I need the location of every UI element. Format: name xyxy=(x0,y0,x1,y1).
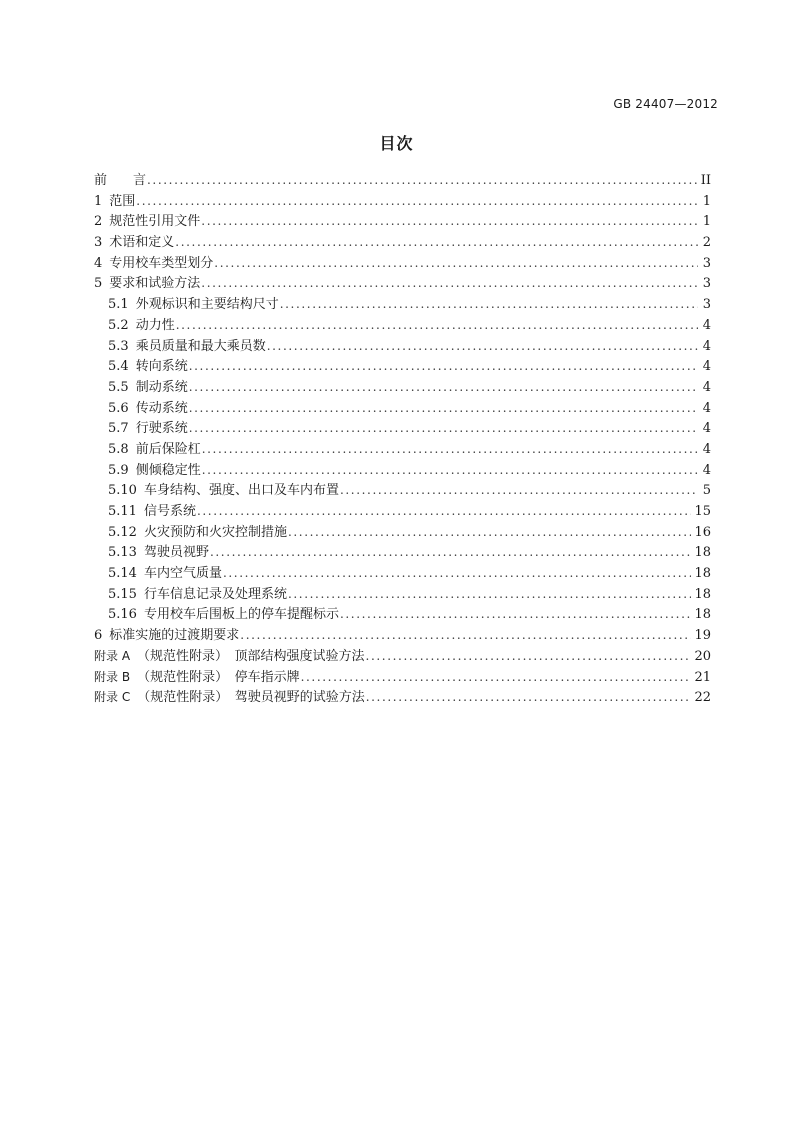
table-of-contents xyxy=(94,170,711,708)
toc-entry-label: （规范性附录） 停车指示牌 xyxy=(137,669,300,685)
toc-entry-page: 4 xyxy=(702,421,711,437)
toc-entry-number: 5.3 xyxy=(108,338,129,354)
toc-entry-label: 驾驶员视野 xyxy=(143,545,209,561)
toc-leader-dots xyxy=(189,398,698,419)
toc-leader-dots xyxy=(189,418,698,439)
toc-leader-dots xyxy=(175,232,698,253)
toc-entry-5-10[interactable] xyxy=(94,480,711,501)
toc-entry-number: 1 xyxy=(94,193,103,209)
toc-entry-number: 5.13 xyxy=(108,545,137,561)
toc-entry-5-9[interactable] xyxy=(94,460,711,481)
toc-entry-label: 行车信息记录及处理系统 xyxy=(143,586,287,602)
toc-entry-5-11[interactable] xyxy=(94,501,711,522)
toc-entry-5-4[interactable] xyxy=(94,356,711,377)
toc-entry-number: 5.9 xyxy=(108,462,129,478)
toc-entry-number: 2 xyxy=(94,214,103,230)
toc-entry-page: 4 xyxy=(702,400,711,416)
toc-entry-label: 传动系统 xyxy=(135,400,188,416)
toc-leader-dots xyxy=(210,542,691,563)
toc-entry-5-3[interactable] xyxy=(94,336,711,357)
toc-entry-label: 标准实施的过渡期要求 xyxy=(109,628,240,644)
toc-entry-page: 18 xyxy=(694,545,711,561)
toc-entry-5-13[interactable] xyxy=(94,542,711,563)
toc-entry-5-1[interactable] xyxy=(94,294,711,315)
toc-entry-number: 附录 B xyxy=(94,669,131,684)
toc-entry-page: 4 xyxy=(702,379,711,395)
toc-entry-5-6[interactable] xyxy=(94,398,711,419)
toc-entry-number: 5.2 xyxy=(108,317,129,333)
toc-entry-number: 5.5 xyxy=(108,379,129,395)
toc-entry-number: 附录 A xyxy=(94,648,131,663)
toc-leader-dots xyxy=(136,191,698,212)
toc-leader-dots xyxy=(267,336,698,357)
toc-entry-number: 5.8 xyxy=(108,441,129,457)
toc-entry-label: （规范性附录） 顶部结构强度试验方法 xyxy=(137,648,365,664)
toc-entry-number: 附录 C xyxy=(94,690,131,705)
toc-entry-annex-c[interactable] xyxy=(94,687,711,708)
toc-entry-label: （规范性附录） 驾驶员视野的试验方法 xyxy=(137,690,365,706)
toc-entry-5-12[interactable] xyxy=(94,522,711,543)
toc-entry-number: 5.4 xyxy=(108,359,129,375)
toc-entry-label: 前后保险杠 xyxy=(135,441,201,457)
toc-entry-2[interactable] xyxy=(94,211,711,232)
toc-leader-dots xyxy=(176,315,698,336)
toc-entry-page: 18 xyxy=(694,586,711,602)
toc-entry-label: 侧倾稳定性 xyxy=(135,462,201,478)
toc-entry-foreword[interactable] xyxy=(94,170,711,191)
toc-entry-number: 5.11 xyxy=(108,504,137,519)
toc-entry-number: 5.16 xyxy=(108,607,137,623)
toc-entry-page: 20 xyxy=(694,648,711,664)
toc-leader-dots xyxy=(201,273,698,294)
toc-leader-dots xyxy=(214,253,698,274)
toc-entry-number: 4 xyxy=(94,255,103,271)
toc-leader-dots xyxy=(240,625,691,646)
toc-leader-dots xyxy=(223,563,691,584)
toc-entry-label: 转向系统 xyxy=(135,359,188,375)
toc-entry-page: 21 xyxy=(694,669,711,685)
toc-leader-dots xyxy=(288,584,691,605)
toc-entry-number: 5.12 xyxy=(108,524,137,540)
toc-entry-number: 5.14 xyxy=(108,566,137,582)
toc-entry-5-14[interactable] xyxy=(94,563,711,584)
toc-entry-page: II xyxy=(700,173,711,188)
toc-entry-label: 要求和试验方法 xyxy=(109,276,201,292)
toc-entry-page: 1 xyxy=(702,193,711,209)
toc-entry-label: 车身结构、强度、出口及车内布置 xyxy=(143,483,339,499)
toc-entry-page: 18 xyxy=(694,607,711,623)
toc-entry-label: 行驶系统 xyxy=(135,421,188,437)
toc-entry-5-15[interactable] xyxy=(94,584,711,605)
toc-leader-dots xyxy=(340,604,691,625)
toc-entry-label: 规范性引用文件 xyxy=(109,214,201,230)
toc-entry-5-5[interactable] xyxy=(94,377,711,398)
toc-entry-page: 4 xyxy=(702,359,711,375)
toc-entry-page: 5 xyxy=(702,483,711,499)
toc-leader-dots xyxy=(189,377,698,398)
toc-entry-page: 2 xyxy=(702,235,711,251)
toc-entry-page: 3 xyxy=(702,297,711,313)
toc-entry-label: 车内空气质量 xyxy=(143,566,222,582)
toc-entry-number: 5.1 xyxy=(108,297,129,313)
toc-entry-label: 外观标识和主要结构尺寸 xyxy=(135,297,279,313)
toc-entry-page: 15 xyxy=(694,504,711,519)
toc-entry-label: 信号系统 xyxy=(143,504,196,519)
toc-entry-page: 4 xyxy=(702,462,711,478)
toc-entry-number: 6 xyxy=(94,628,103,644)
toc-leader-dots xyxy=(366,687,692,708)
toc-entry-page: 3 xyxy=(702,255,711,271)
toc-leader-dots xyxy=(288,522,691,543)
toc-entry-5[interactable] xyxy=(94,273,711,294)
toc-entry-page: 18 xyxy=(694,566,711,582)
toc-entry-page: 4 xyxy=(702,441,711,457)
toc-entry-page: 4 xyxy=(702,317,711,333)
toc-entry-page: 1 xyxy=(702,214,711,230)
toc-leader-dots xyxy=(202,460,698,481)
toc-entry-label: 制动系统 xyxy=(135,379,188,395)
toc-entry-page: 19 xyxy=(694,628,711,644)
toc-entry-number: 5.15 xyxy=(108,586,137,602)
toc-entry-number: 5.7 xyxy=(108,421,129,437)
toc-entry-page: 3 xyxy=(702,276,711,292)
toc-entry-label: 乘员质量和最大乘员数 xyxy=(135,338,266,354)
toc-entry-page: 4 xyxy=(702,338,711,354)
toc-entry-page: 22 xyxy=(694,690,711,706)
toc-entry-label: 术语和定义 xyxy=(109,235,175,251)
toc-entry-annex-b[interactable] xyxy=(94,667,711,688)
toc-entry-annex-a[interactable] xyxy=(94,646,711,667)
toc-entry-number: 5 xyxy=(94,276,103,292)
toc-leader-dots xyxy=(202,439,698,460)
toc-entry-5-7[interactable] xyxy=(94,418,711,439)
toc-leader-dots xyxy=(189,356,698,377)
toc-leader-dots xyxy=(280,294,698,315)
toc-entry-label: 前 言 xyxy=(94,173,147,188)
toc-entry-page: 16 xyxy=(694,524,711,540)
toc-entry-1[interactable] xyxy=(94,191,711,212)
toc-leader-dots xyxy=(366,646,692,667)
toc-leader-dots xyxy=(201,211,698,232)
toc-entry-number: 5.6 xyxy=(108,400,129,416)
toc-entry-label: 火灾预防和火灾控制措施 xyxy=(143,524,287,540)
toc-entry-5-16[interactable] xyxy=(94,604,711,625)
toc-entry-number: 3 xyxy=(94,235,103,251)
toc-title: 目次 xyxy=(379,134,414,153)
toc-entry-6[interactable] xyxy=(94,625,711,646)
toc-entry-number: 5.10 xyxy=(108,483,137,499)
toc-leader-dots xyxy=(197,501,691,522)
toc-entry-label: 专用校车类型划分 xyxy=(109,255,214,271)
toc-entry-label: 范围 xyxy=(109,193,136,209)
document-code: GB 24407—2012 xyxy=(613,97,718,111)
toc-entry-5-2[interactable] xyxy=(94,315,711,336)
toc-leader-dots xyxy=(301,667,692,688)
toc-entry-label: 动力性 xyxy=(135,317,175,333)
toc-entry-4[interactable] xyxy=(94,253,711,274)
toc-entry-5-8[interactable] xyxy=(94,439,711,460)
toc-entry-3[interactable] xyxy=(94,232,711,253)
toc-leader-dots xyxy=(147,170,698,191)
toc-entry-label: 专用校车后围板上的停车提醒标示 xyxy=(143,607,339,623)
toc-leader-dots xyxy=(340,480,698,501)
